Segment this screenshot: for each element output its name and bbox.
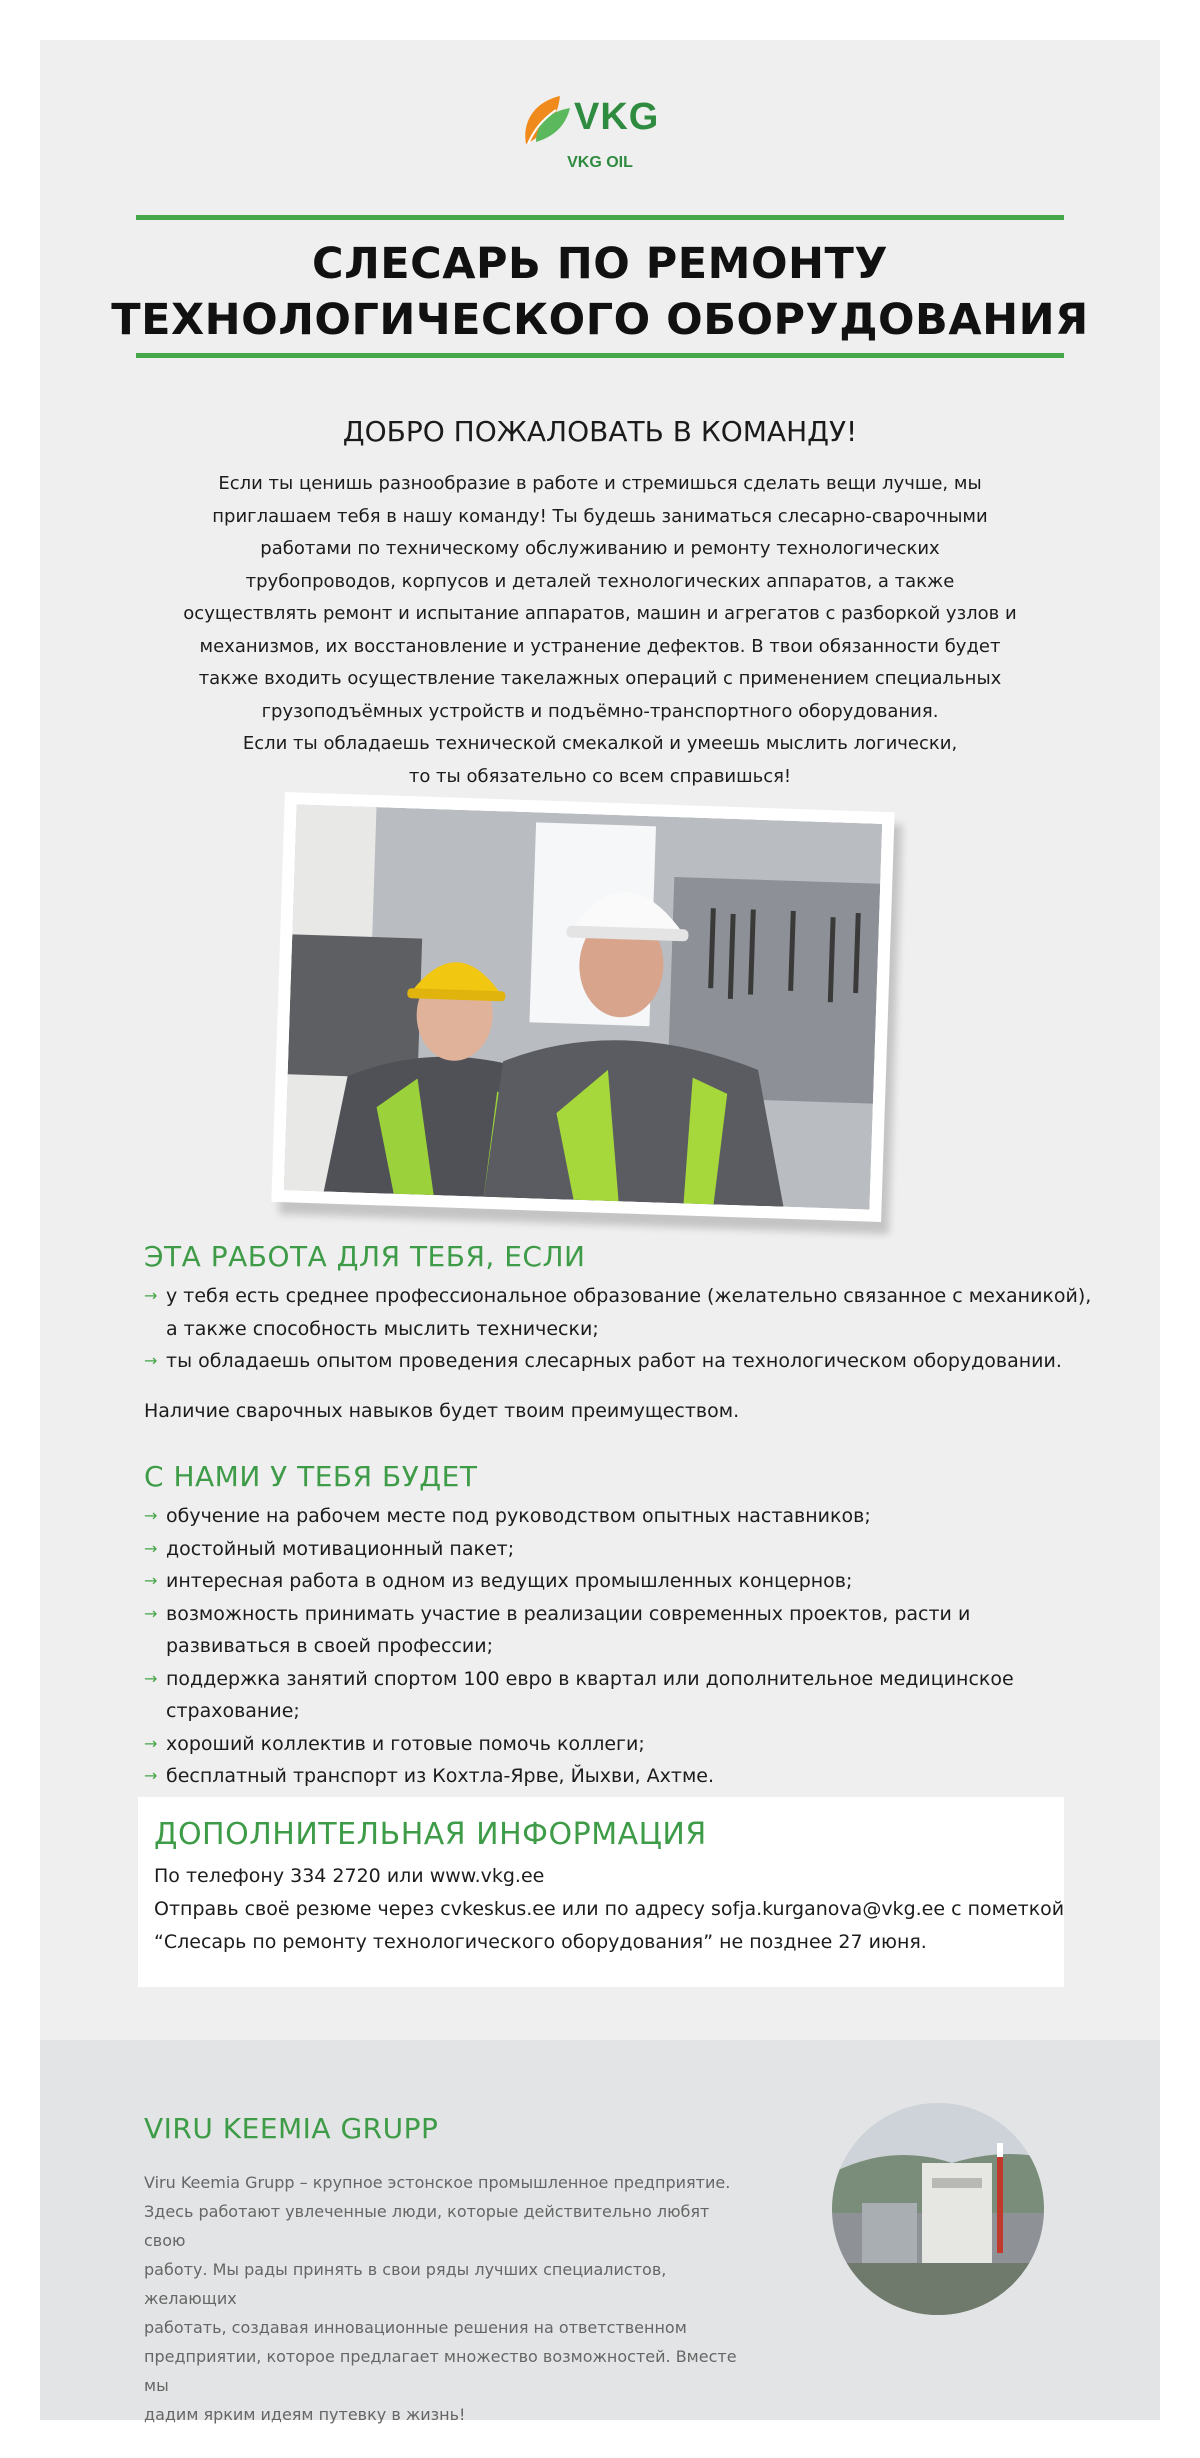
intro-line: то ты обязательно со всем справишься!: [408, 765, 792, 787]
intro-line: механизмов, их восстановление и устранение дефектов. В твои обязанности будет: [199, 635, 1001, 657]
arrow-right-icon: →: [144, 1603, 158, 1623]
workers-photo: [284, 804, 882, 1209]
logo-wordmark: VKG: [574, 96, 660, 138]
arrow-right-icon: →: [144, 1506, 158, 1525]
arrow-right-icon: →: [144, 1766, 158, 1785]
welcome-heading: ДОБРО ПОЖАЛОВАТЬ В КОМАНДУ!: [342, 415, 858, 448]
intro-line: грузоподъёмных устройств и подъёмно-транспортного оборудования.: [261, 700, 939, 722]
requirements-note: Наличие сварочных навыков будет твоим преимуществом.: [144, 1400, 740, 1422]
list-item: → обучение на рабочем месте под руководством опытных наставников;: [144, 1500, 1104, 1533]
vacancy-sheet: [40, 40, 1160, 2424]
requirements-heading: ЭТА РАБОТА ДЛЯ ТЕБЯ, ЕСЛИ: [144, 1240, 586, 1273]
vkg-logo: [40, 92, 1160, 182]
benefits-list: [144, 1500, 1104, 1793]
title-rule-top: [136, 215, 1064, 220]
info-line-apply: Отправь своё резюме через cvkeskus.ee или по адресу sofja.kurganova@vkg.ee с пометкой: [154, 1898, 1065, 1920]
list-item: → возможность принимать участие в реализации современных проектов, расти и развиваться в своей профессии;: [144, 1598, 1104, 1663]
logo-subtitle: VKG OIL: [567, 154, 633, 171]
info-line-contact: По телефону 334 2720 или www.vkg.ee: [154, 1865, 545, 1887]
list-item: → ты обладаешь опытом проведения слесарных работ на технологическом оборудовании.: [144, 1345, 1104, 1378]
requirements-list: [144, 1280, 1104, 1378]
info-line-deadline: “Слесарь по ремонту технологического оборудования” не позднее 27 июня.: [154, 1931, 927, 1953]
arrow-right-icon: →: [144, 1571, 158, 1590]
company-footer: [40, 2040, 1160, 2424]
title-line-2: ТЕХНОЛОГИЧЕСКОГО ОБОРУДОВАНИЯ: [111, 295, 1089, 345]
list-item: → поддержка занятий спортом 100 евро в квартал или дополнительное медицинское страхование;: [144, 1663, 1104, 1728]
intro-line: работами по техническому обслуживанию и ремонту технологических: [260, 538, 940, 559]
footer-heading: VIRU KEEMIA GRUPP: [144, 2112, 439, 2145]
title-rule-bottom: [136, 353, 1064, 358]
arrow-right-icon: →: [144, 1538, 158, 1558]
arrow-right-icon: →: [144, 1733, 158, 1753]
page-title: [100, 236, 1100, 348]
intro-line: также входить осуществление такелажных операций с применением специальных: [198, 668, 1002, 689]
arrow-right-icon: →: [144, 1668, 158, 1688]
leaf-logo-icon: [520, 92, 572, 148]
intro-line: осуществлять ремонт и испытание аппаратов, машин и агрегатов с разборкой узлов и: [183, 603, 1017, 624]
plant-photo: [832, 2103, 1044, 2315]
list-item: → у тебя есть среднее профессиональное образование (желательно связанное с механикой), а также способность мыслить технически;: [144, 1280, 1104, 1345]
intro-line: Если ты обладаешь технической смекалкой и умеешь мыслить логически,: [242, 733, 958, 754]
info-heading: ДОПОЛНИТЕЛЬНАЯ ИНФОРМАЦИЯ: [154, 1817, 707, 1852]
arrow-right-icon: →: [144, 1351, 158, 1370]
intro-line: Если ты ценишь разнообразие в работе и стремишься сделать вещи лучше, мы: [218, 473, 982, 494]
intro-line: трубопроводов, корпусов и деталей технологических аппаратов, а также: [245, 570, 955, 592]
list-item: → достойный мотивационный пакет;: [144, 1533, 1104, 1566]
intro-text: [150, 468, 1050, 793]
footer-description: Viru Keemia Grupp – крупное эстонское промышленное предприятие. Здесь работают увлеченные люди, которые действительно любят свою работу. Мы рады принять в свои ряды лучших специалистов, желающих работать, создавая инновационные решения на ответственном предприятии, которое предлагает множество возможностей. Вместе мы дадим ярким идеям путевку в жизнь!: [144, 2173, 737, 2424]
workers-photo-frame: [271, 792, 894, 1222]
arrow-right-icon: →: [144, 1286, 158, 1305]
list-item: → бесплатный транспорт из Кохтла-Ярве, Йыхви, Ахтме.: [144, 1760, 1104, 1793]
intro-line: приглашаем тебя в нашу команду! Ты будешь заниматься слесарно-сварочными: [212, 505, 988, 527]
list-item: → интересная работа в одном из ведущих промышленных концернов;: [144, 1565, 1104, 1598]
list-item: → хороший коллектив и готовые помочь коллеги;: [144, 1728, 1104, 1761]
additional-info-box: [138, 1797, 1064, 1987]
title-line-1: СЛЕСАРЬ ПО РЕМОНТУ: [312, 239, 888, 289]
benefits-heading: С НАМИ У ТЕБЯ БУДЕТ: [144, 1460, 478, 1493]
